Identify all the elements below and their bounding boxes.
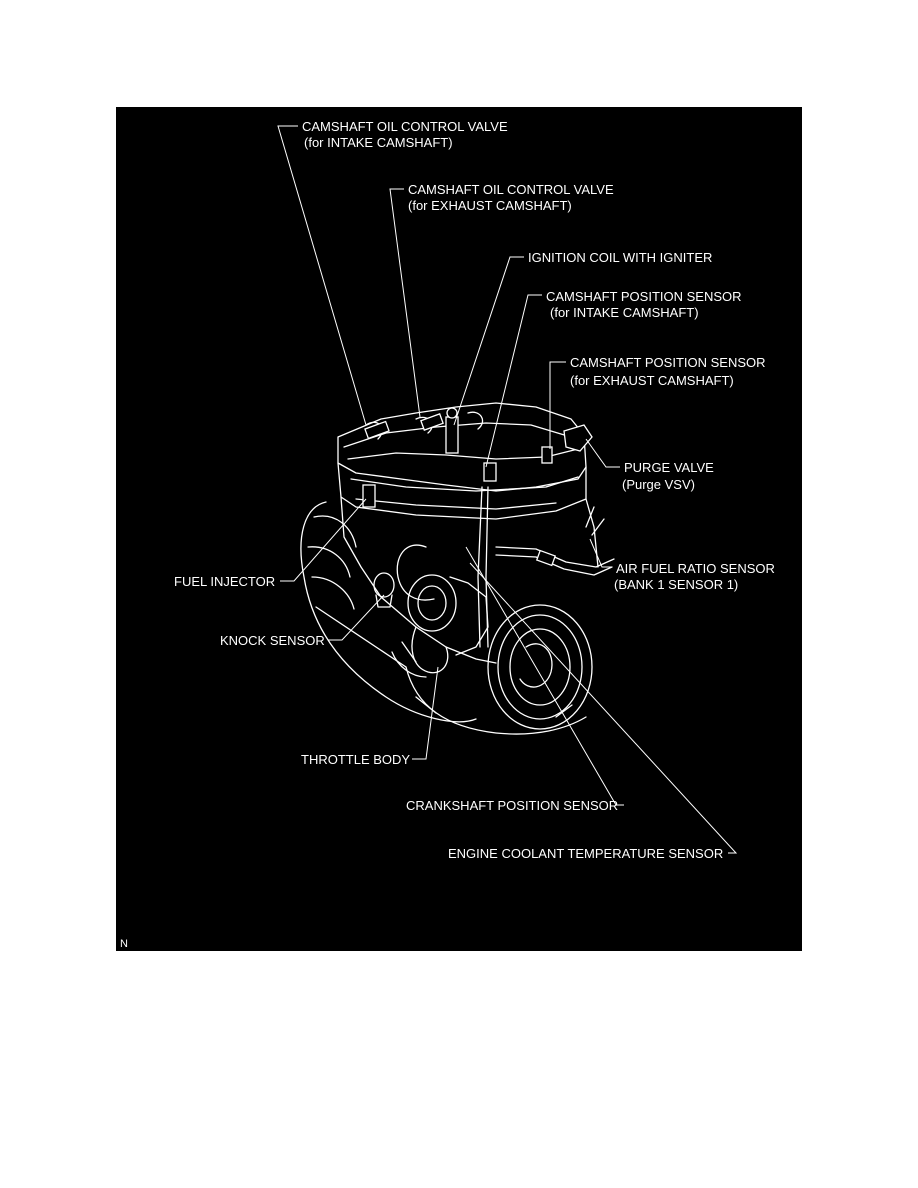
- label-ocv-intake-line2: (for INTAKE CAMSHAFT): [304, 135, 453, 150]
- label-af-sensor-line2: (BANK 1 SENSOR 1): [614, 577, 739, 592]
- label-cps-intake-line1: CAMSHAFT POSITION SENSOR: [546, 289, 742, 304]
- label-crankshaft-sensor: CRANKSHAFT POSITION SENSOR: [406, 798, 619, 813]
- component-labels: [120, 119, 775, 950]
- engine-illustration: [301, 403, 614, 734]
- label-cps-exhaust-line2: (for EXHAUST CAMSHAFT): [570, 373, 734, 388]
- label-throttle-body: THROTTLE BODY: [301, 752, 411, 767]
- label-ocv-exhaust-line1: CAMSHAFT OIL CONTROL VALVE: [408, 182, 614, 197]
- label-ocv-exhaust-line2: (for EXHAUST CAMSHAFT): [408, 198, 572, 213]
- label-ignition-coil: IGNITION COIL WITH IGNITER: [528, 250, 713, 265]
- label-fuel-injector: FUEL INJECTOR: [174, 574, 276, 589]
- label-cps-intake-line2: (for INTAKE CAMSHAFT): [550, 305, 699, 320]
- label-knock-sensor: KNOCK SENSOR: [220, 633, 325, 648]
- label-ocv-intake-line1: CAMSHAFT OIL CONTROL VALVE: [302, 119, 508, 134]
- engine-component-diagram: [116, 107, 802, 951]
- label-coolant-sensor: ENGINE COOLANT TEMPERATURE SENSOR: [448, 846, 724, 861]
- figure-code: N: [120, 938, 128, 950]
- diagram-canvas: [116, 107, 802, 951]
- label-purge-valve-line2: (Purge VSV): [622, 477, 695, 492]
- label-purge-valve-line1: PURGE VALVE: [624, 460, 714, 475]
- label-af-sensor-line1: AIR FUEL RATIO SENSOR: [616, 561, 775, 576]
- label-cps-exhaust-line1: CAMSHAFT POSITION SENSOR: [570, 355, 766, 370]
